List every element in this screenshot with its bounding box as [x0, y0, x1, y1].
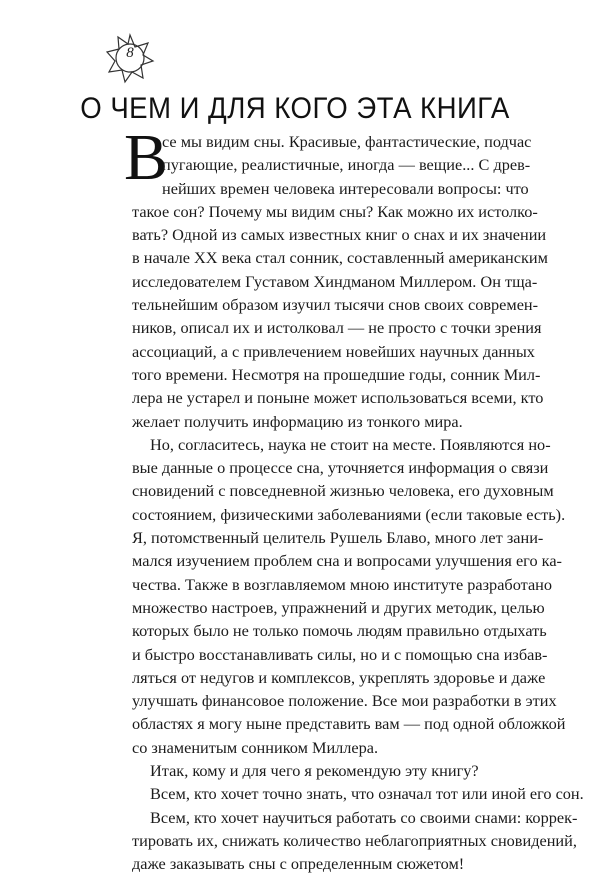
- text-line: сновидений с повседневной жизнью человека, его духовным: [132, 481, 554, 501]
- text-line: даже заказывать сны с определенным сюжетом!: [132, 854, 465, 874]
- text-line: вать? Одной из самых известных книг о снах и их значении: [132, 225, 547, 245]
- body-text: [132, 130, 584, 876]
- text-line: состоянием, физическими заболеваниями (если таковые есть).: [132, 504, 566, 524]
- drop-cap: В: [124, 121, 169, 194]
- text-line: тировать их, снижать количество неблагоприятных сновидений,: [132, 830, 577, 850]
- text-line: нейших времен человека интересовали вопросы: что: [162, 178, 529, 198]
- text-line: желает получить информацию из тонкого мира.: [132, 411, 463, 431]
- page-number: 8: [126, 45, 134, 61]
- text-line: исследователем Густавом Хиндманом Миллером. Он тща-: [132, 271, 538, 291]
- text-line: Но, согласитесь, наука не стоит на месте. Появляются но-: [150, 434, 551, 454]
- text-line: тельнейшим образом изучил тысячи снов своих современ-: [132, 295, 539, 315]
- text-line: ассоциаций, а с привлечением новейших научных данных: [132, 341, 535, 361]
- text-line: улучшать финансовое положение. Все мои разработки в этих: [132, 691, 557, 711]
- text-line: в начале XX века стал сонник, составленный американским: [132, 248, 548, 268]
- text-line: Всем, кто хочет научиться работать со своими снами: коррек-: [150, 807, 578, 827]
- text-line: и быстро восстанавливать силы, но и с помощью сна избав-: [132, 644, 548, 664]
- text-line: пугающие, реалистичные, иногда — вещие... С древ-: [162, 155, 531, 175]
- text-line: Итак, кому и для чего я рекомендую эту книгу?: [150, 761, 479, 781]
- text-line: Всем, кто хочет точно знать, что означал тот или иной его сон.: [150, 784, 584, 804]
- text-line: мался изучением проблем сна и вопросами улучшения его ка-: [132, 551, 562, 571]
- text-line: чества. Также в возглавляемом мною институте разработано: [132, 574, 553, 594]
- text-line: вые данные о процессе сна, уточняется информация о связи: [132, 458, 549, 478]
- text-line: ляться от недугов и комплексов, укреплять здоровье и даже: [132, 667, 546, 687]
- text-line: со знаменитым сонником Миллера.: [132, 737, 379, 757]
- text-line: того времени. Несмотря на прошедшие годы, сонник Мил-: [132, 364, 541, 384]
- text-line: такое сон? Почему мы видим сны? Как можно их истолко-: [132, 201, 538, 221]
- text-line: ников, описал их и истолковал — не просто с точки зрения: [132, 318, 542, 338]
- text-line: Я, потомственный целитель Рушель Блаво, много лет зани-: [132, 528, 544, 548]
- text-line: лера не устарел и поныне может использоваться всеми, кто: [132, 388, 544, 408]
- page-emblem: [104, 32, 156, 84]
- text-line: областях я могу ныне представить вам — под одной обложкой: [132, 714, 566, 734]
- chapter-title: О ЧЕМ И ДЛЯ КОГО ЭТА КНИГА: [80, 92, 510, 125]
- text-line: се мы видим сны. Красивые, фантастические, подчас: [162, 132, 532, 151]
- text-line: которых было не только помочь людям правильно отдыхать: [132, 621, 547, 641]
- text-line: множество настроев, упражнений и других методик, целью: [132, 597, 545, 617]
